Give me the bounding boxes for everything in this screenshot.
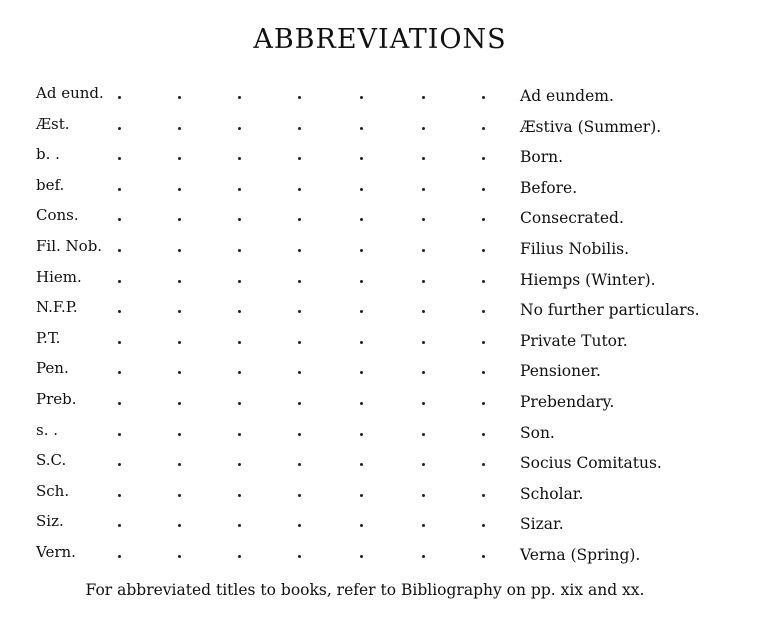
leader-dot (360, 402, 363, 405)
leader-dot (178, 463, 181, 466)
dot-leader (112, 333, 492, 347)
leader-dot (482, 157, 485, 160)
dot-leader (112, 394, 492, 408)
abbreviation-meaning: Before. (520, 178, 578, 197)
abbreviation-row (0, 233, 760, 264)
abbreviation-row (0, 111, 760, 142)
leader-dot (360, 127, 363, 130)
leader-dot (238, 188, 241, 191)
leader-dot (238, 555, 241, 558)
leader-dot (422, 371, 425, 374)
abbreviation-row (0, 478, 760, 509)
abbreviation-meaning: Son. (520, 423, 555, 442)
leader-dot (360, 249, 363, 252)
leader-dot (178, 127, 181, 130)
leader-dot (118, 402, 121, 405)
abbreviation-meaning: Ad eundem. (520, 87, 614, 105)
leader-dot (238, 433, 241, 436)
abbreviation-meaning: Private Tutor. (520, 331, 628, 350)
abbreviation-row (0, 264, 760, 295)
dot-leader (112, 210, 492, 224)
abbreviation-term: S.C. (36, 451, 67, 470)
leader-dot (118, 96, 121, 99)
leader-dot (482, 96, 485, 99)
leader-dot (238, 463, 241, 466)
abbreviation-meaning: Consecrated. (520, 209, 624, 228)
dot-leader (112, 425, 492, 439)
leader-dot (298, 555, 301, 558)
leader-dot (298, 218, 301, 221)
abbreviation-row (0, 386, 760, 417)
leader-dot (118, 310, 121, 313)
leader-dot (422, 524, 425, 527)
leader-dot (178, 341, 181, 344)
dot-leader (112, 88, 492, 102)
leader-dot (482, 555, 485, 558)
leader-dot (238, 310, 241, 313)
leader-dot (360, 310, 363, 313)
leader-dot (360, 96, 363, 99)
leader-dot (422, 218, 425, 221)
abbreviation-row (0, 508, 760, 539)
leader-dot (238, 249, 241, 252)
leader-dot (422, 555, 425, 558)
leader-dot (360, 494, 363, 497)
leader-dot (482, 402, 485, 405)
leader-dot (482, 249, 485, 252)
leader-dot (118, 218, 121, 221)
leader-dot (360, 218, 363, 221)
abbreviation-row (0, 447, 760, 478)
abbreviation-row (0, 294, 760, 325)
abbreviation-meaning: Scholar. (520, 484, 584, 503)
leader-dot (298, 249, 301, 252)
abbreviation-row (0, 355, 760, 386)
leader-dot (238, 157, 241, 160)
abbreviation-row (0, 417, 760, 448)
leader-dot (118, 433, 121, 436)
abbreviation-term: Vern. (36, 542, 76, 561)
abbreviation-meaning: Socius Comitatus. (520, 454, 662, 473)
dot-leader (112, 547, 492, 561)
leader-dot (482, 127, 485, 130)
leader-dot (360, 280, 363, 283)
leader-dot (482, 494, 485, 497)
page-title: ABBREVIATIONS (253, 24, 507, 55)
leader-dot (422, 310, 425, 313)
leader-dot (178, 371, 181, 374)
leader-dot (178, 433, 181, 436)
abbreviation-row (0, 202, 760, 233)
leader-dot (422, 433, 425, 436)
dot-leader (112, 455, 492, 469)
abbreviation-term: Cons. (36, 206, 79, 225)
leader-dot (238, 280, 241, 283)
leader-dot (360, 371, 363, 374)
abbreviation-row (0, 539, 760, 570)
leader-dot (178, 157, 181, 160)
leader-dot (360, 463, 363, 466)
leader-dot (360, 524, 363, 527)
dot-leader (112, 272, 492, 286)
dot-leader (112, 486, 492, 500)
leader-dot (118, 494, 121, 497)
leader-dot (422, 280, 425, 283)
abbreviation-meaning: Prebendary. (520, 392, 615, 411)
abbreviation-term: Ad eund. (36, 84, 104, 102)
leader-dot (298, 524, 301, 527)
leader-dot (298, 463, 301, 466)
leader-dot (422, 494, 425, 497)
leader-dot (238, 494, 241, 497)
abbreviation-term: Sch. (36, 481, 70, 500)
abbreviation-term: P.T. (36, 328, 61, 347)
leader-dot (298, 280, 301, 283)
leader-dot (482, 188, 485, 191)
abbreviation-meaning: Æstiva (Summer). (520, 117, 662, 136)
leader-dot (118, 157, 121, 160)
leader-dot (238, 371, 241, 374)
abbreviation-meaning: Hiemps (Winter). (520, 270, 656, 289)
leader-dot (118, 280, 121, 283)
leader-dot (422, 249, 425, 252)
bibliography-note: For abbreviated titles to books, refer to Bibliography on pp. xix and xx. (85, 581, 645, 599)
leader-dot (238, 524, 241, 527)
leader-dot (298, 494, 301, 497)
leader-dot (298, 188, 301, 191)
leader-dot (118, 249, 121, 252)
abbreviation-term: Æst. (36, 114, 70, 133)
leader-dot (482, 310, 485, 313)
leader-dot (422, 402, 425, 405)
abbreviation-meaning: Sizar. (520, 515, 564, 534)
leader-dot (118, 371, 121, 374)
leader-dot (482, 218, 485, 221)
leader-dot (298, 157, 301, 160)
leader-dot (360, 555, 363, 558)
leader-dot (238, 96, 241, 99)
abbreviation-meaning: Born. (520, 148, 564, 167)
leader-dot (238, 218, 241, 221)
leader-dot (360, 433, 363, 436)
dot-leader (112, 241, 492, 255)
leader-dot (360, 188, 363, 191)
abbreviation-term: Preb. (36, 389, 77, 408)
leader-dot (482, 371, 485, 374)
leader-dot (482, 433, 485, 436)
abbreviation-term: Hiem. (36, 267, 82, 286)
leader-dot (298, 371, 301, 374)
abbreviation-row (0, 80, 760, 111)
leader-dot (298, 310, 301, 313)
abbreviation-term: bef. (36, 175, 65, 194)
leader-dot (178, 555, 181, 558)
leader-dot (238, 127, 241, 130)
leader-dot (178, 494, 181, 497)
dot-leader (112, 149, 492, 163)
abbreviation-meaning: Pensioner. (520, 362, 601, 381)
abbreviation-term: Siz. (36, 512, 64, 531)
abbreviation-meaning: No further particulars. (520, 301, 700, 320)
leader-dot (360, 157, 363, 160)
leader-dot (482, 341, 485, 344)
leader-dot (118, 188, 121, 191)
leader-dot (298, 127, 301, 130)
dot-leader (112, 302, 492, 316)
dot-leader (112, 119, 492, 133)
leader-dot (422, 341, 425, 344)
leader-dot (178, 524, 181, 527)
leader-dot (422, 188, 425, 191)
leader-dot (118, 555, 121, 558)
leader-dot (422, 463, 425, 466)
leader-dot (178, 96, 181, 99)
abbreviation-term: Pen. (36, 359, 69, 378)
leader-dot (118, 341, 121, 344)
leader-dot (178, 402, 181, 405)
abbreviation-term: b. . (36, 145, 60, 164)
leader-dot (298, 433, 301, 436)
leader-dot (178, 249, 181, 252)
abbreviation-row (0, 141, 760, 172)
abbreviation-term: s. . (36, 420, 59, 439)
leader-dot (298, 96, 301, 99)
dot-leader (112, 180, 492, 194)
leader-dot (238, 341, 241, 344)
leader-dot (422, 157, 425, 160)
leader-dot (482, 463, 485, 466)
leader-dot (422, 127, 425, 130)
leader-dot (360, 341, 363, 344)
abbreviation-term: N.F.P. (36, 298, 78, 317)
leader-dot (298, 341, 301, 344)
leader-dot (422, 96, 425, 99)
leader-dot (118, 463, 121, 466)
leader-dot (178, 218, 181, 221)
leader-dot (118, 524, 121, 527)
abbreviation-meaning: Verna (Spring). (520, 545, 641, 564)
leader-dot (482, 280, 485, 283)
abbreviation-meaning: Filius Nobilis. (520, 239, 630, 258)
leader-dot (178, 280, 181, 283)
abbreviation-row (0, 172, 760, 203)
leader-dot (118, 127, 121, 130)
abbreviations-list (0, 80, 760, 570)
abbreviation-term: Fil. Nob. (36, 236, 103, 255)
leader-dot (238, 402, 241, 405)
leader-dot (178, 310, 181, 313)
dot-leader (112, 516, 492, 530)
abbreviation-row (0, 325, 760, 356)
dot-leader (112, 363, 492, 377)
leader-dot (482, 524, 485, 527)
leader-dot (178, 188, 181, 191)
leader-dot (298, 402, 301, 405)
